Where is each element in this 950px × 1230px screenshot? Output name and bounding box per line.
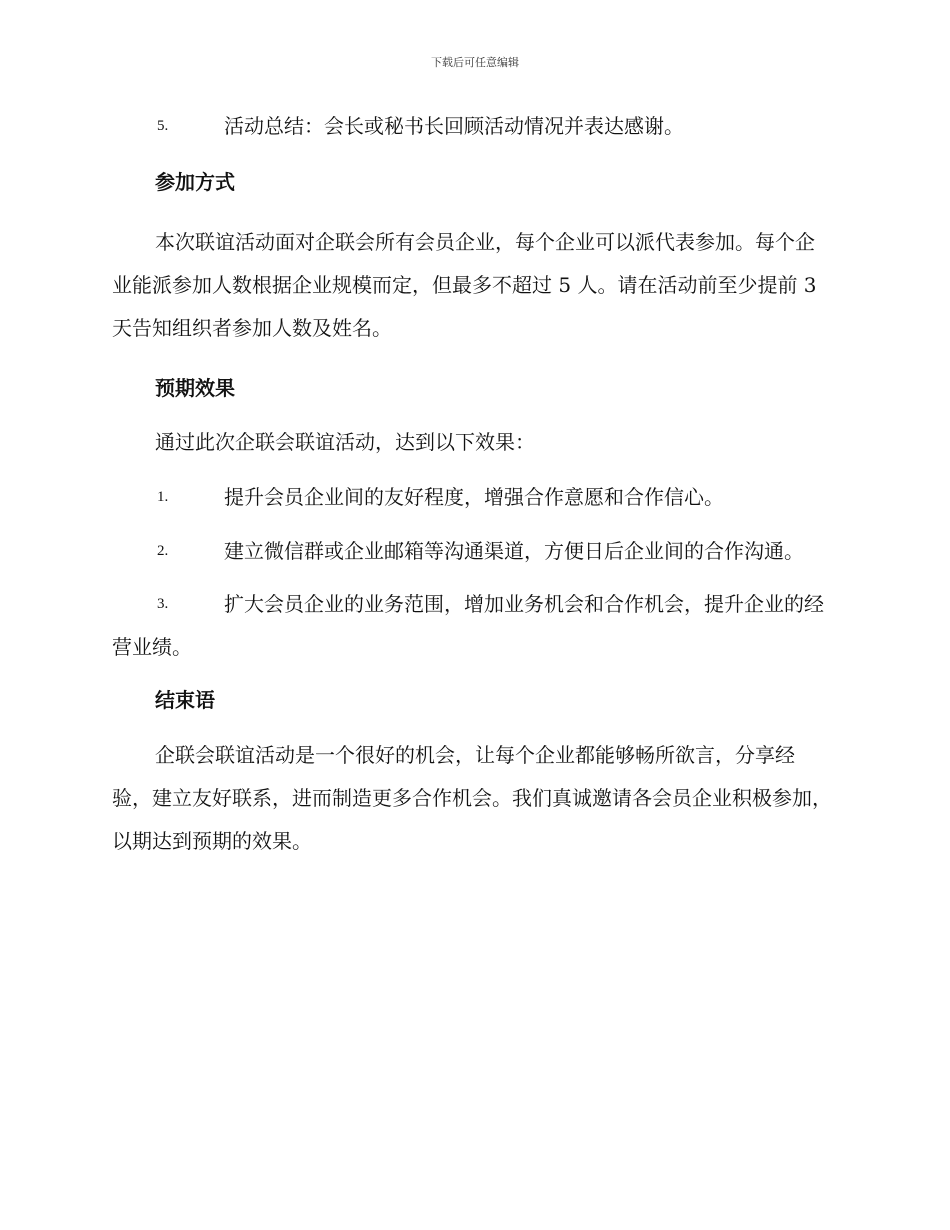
list-number: 2.	[157, 543, 169, 559]
list-item	[112, 482, 834, 513]
list-item	[112, 530, 834, 573]
list-text: 扩大会员企业的业务范围，增加业务机会和合作机会，提升企业的经营业绩。	[112, 592, 824, 659]
paragraph-effects-intro: 通过此次企联会联谊活动，达到以下效果：	[155, 430, 535, 454]
paragraph-participation: 本次联谊活动面对企联会所有会员企业，每个企业可以派代表参加。每个企业能派参加人数根据企业规模而定，但最多不超过 5 人。请在活动前至少提前 3 天告知组织者参加人数及姓名。	[112, 230, 817, 340]
list-number: 1.	[157, 489, 169, 505]
list-item	[112, 111, 834, 142]
list-number: 5.	[157, 118, 169, 134]
list-item	[112, 583, 834, 669]
document-body	[112, 111, 834, 863]
list-text: 提升会员企业间的友好程度，增强合作意愿和合作信心。	[224, 485, 724, 509]
section-heading-conclusion: 结束语	[155, 688, 215, 712]
section-heading-participation: 参加方式	[155, 170, 235, 194]
header-note: 下载后可任意编辑	[431, 56, 519, 69]
list-number: 3.	[157, 596, 169, 612]
list-text: 活动总结：会长或秘书长回顾活动情况并表达感谢。	[224, 114, 684, 138]
section-heading-effects: 预期效果	[155, 376, 235, 400]
paragraph-conclusion: 企联会联谊活动是一个很好的机会，让每个企业都能够畅所欲言，分享经验，建立友好联系，进而制造更多合作机会。我们真诚邀请各会员企业积极参加，以期达到预期的效果。	[112, 743, 832, 853]
list-text: 建立微信群或企业邮箱等沟通渠道，方便日后企业间的合作沟通。	[224, 539, 804, 563]
